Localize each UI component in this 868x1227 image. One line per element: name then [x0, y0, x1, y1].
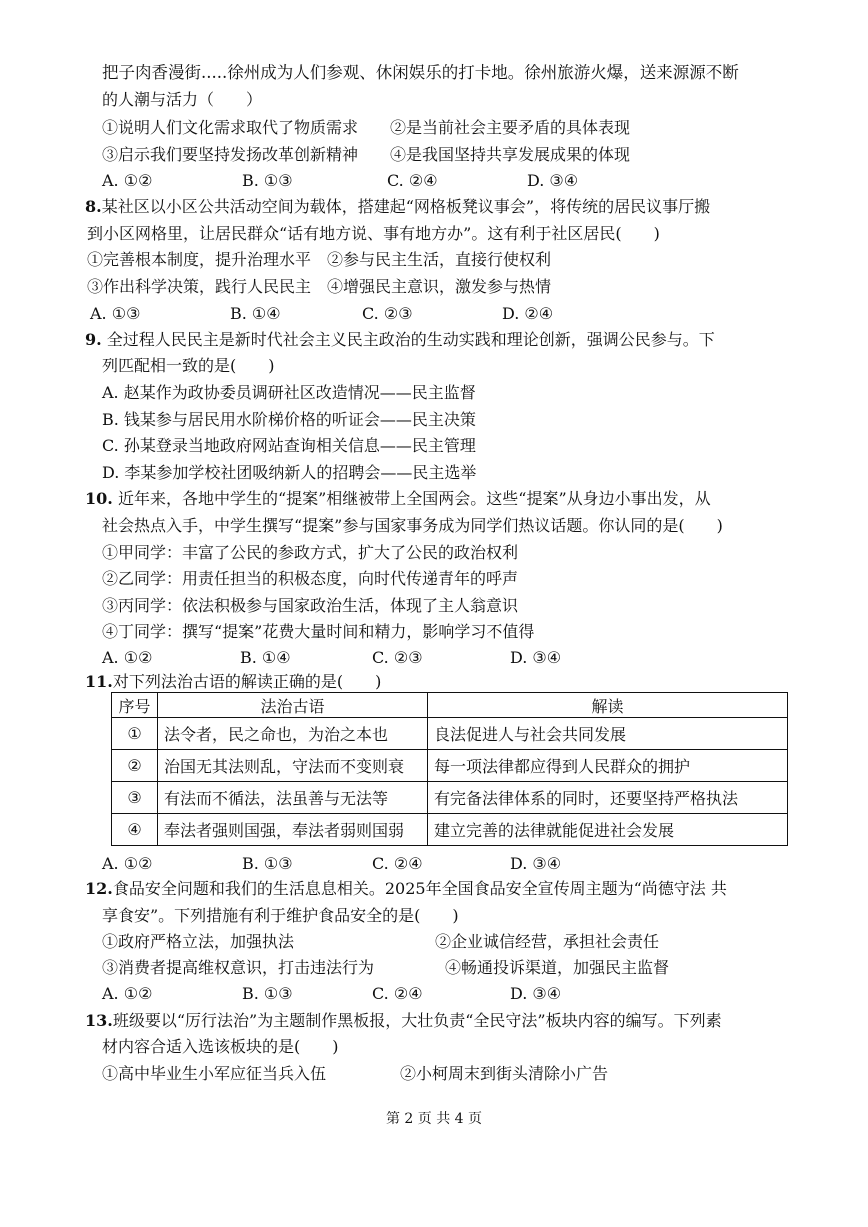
- page-number-footer: 第 2 页 共 4 页: [385, 1111, 483, 1127]
- q9-choice-b: B. 钱某参与居民用水阶梯价格的听证会——民主决策: [102, 410, 476, 429]
- q11-stem-text: 对下列法治古语的解读正确的是( ): [112, 672, 382, 691]
- q12-statement-1: ①政府严格立法，加强执法: [102, 932, 295, 951]
- q11-option-b: B. ①③: [242, 854, 293, 873]
- q8-options: [90, 306, 770, 324]
- q8-statement-line-1: ①完善根本制度，提升治理水平 ②参与民主生活，直接行使权利: [87, 250, 552, 269]
- q8-option-a: A. ①③: [90, 304, 141, 323]
- q12-statement-line-2: [102, 960, 782, 978]
- q12-stem-line-2: 享食安”。下列措施有利于维护食品安全的是( ): [102, 906, 459, 925]
- table-cell-proverb: 奉法者强则国强，奉法者弱则国弱: [158, 814, 428, 846]
- q12-option-a: A. ①②: [102, 984, 153, 1003]
- q7-option-b: B. ①③: [242, 171, 293, 190]
- q9-choice-a: A. 赵某作为政协委员调研社区改造情况——民主监督: [102, 383, 476, 402]
- q7-statement-line-2: ③启示我们要坚持发扬改革创新精神 ④是我国坚持共享发展成果的体现: [102, 145, 631, 164]
- q12-statement-4: ④畅通投诉渠道，加强民主监督: [445, 958, 670, 977]
- q12-number: 12.: [85, 879, 113, 898]
- q12-statement-line-1: [102, 934, 782, 952]
- q9-stem-line-1: [85, 332, 715, 348]
- q8-stem-line-2: 到小区网格里，让居民群众“话有地方说、事有地方办”。这有利于社区居民( ): [87, 224, 660, 243]
- table-cell-proverb: 有法而不循法，法虽善与无法等: [158, 782, 428, 814]
- q7-stem-line-1: 把子肉香漫街.....徐州成为人们参观、休闲娱乐的打卡地。徐州旅游火爆，送来源源不断: [102, 63, 739, 82]
- table-cell-index: ①: [112, 718, 158, 750]
- q12-options: [102, 986, 782, 1004]
- q12-option-d: D. ③④: [510, 984, 562, 1003]
- q13-statement-1: ①高中毕业生小军应征当兵入伍: [102, 1064, 327, 1083]
- table-header-row: [112, 693, 788, 718]
- table-cell-interpretation: 建立完善的法律就能促进社会发展: [428, 814, 788, 846]
- table-cell-interpretation: 良法促进人与社会共同发展: [428, 718, 788, 750]
- q10-statement-2: ②乙同学：用责任担当的积极态度，向时代传递青年的呼声: [102, 569, 519, 588]
- table-cell-interpretation: 有完备法律体系的同时，还要坚持严格执法: [428, 782, 788, 814]
- q11-stem: [85, 674, 381, 690]
- table-row: [112, 814, 788, 846]
- q13-number: 13.: [85, 1011, 113, 1030]
- q10-number: 10.: [85, 489, 113, 508]
- table-cell-index: ②: [112, 750, 158, 782]
- table-cell-index: ④: [112, 814, 158, 846]
- table-cell-interpretation: 每一项法律都应得到人民群众的拥护: [428, 750, 788, 782]
- q8-statement-line-2: ③作出科学决策，践行人民民主 ④增强民主意识，激发参与热情: [87, 277, 552, 296]
- q9-stem-line-2: 列匹配相一致的是( ): [102, 356, 275, 375]
- q13-stem-line-2: 材内容合适入选该板块的是( ): [102, 1037, 339, 1056]
- q10-statement-3: ③丙同学：依法积极参与国家政治生活，体现了主人翁意识: [102, 596, 519, 615]
- q8-option-b: B. ①④: [230, 304, 281, 323]
- q10-option-a: A. ①②: [102, 648, 153, 667]
- table-cell-proverb: 治国无其法则乱，守法而不变则衰: [158, 750, 428, 782]
- q10-stem-line-1: [85, 491, 711, 507]
- q13-stem-line-1: [85, 1013, 722, 1029]
- q13-statement-2: ②小柯周末到街头清除小广告: [400, 1064, 609, 1083]
- q11-option-a: A. ①②: [102, 854, 153, 873]
- q13-stem-text-1: 班级要以“厉行法治”为主题制作黑板报，大壮负责“全民守法”板块内容的编写。下列素: [112, 1011, 722, 1030]
- q9-choice-c: C. 孙某登录当地政府网站查询相关信息——民主管理: [102, 436, 476, 455]
- table-row: [112, 718, 788, 750]
- q10-option-c: C. ②③: [372, 648, 423, 667]
- q13-statement-line: [102, 1066, 782, 1084]
- q12-option-c: C. ②④: [372, 984, 423, 1003]
- q12-stem-text-1: 食品安全问题和我们的生活息息相关。2025年全国食品安全宣传周主题为“尚德守法 共: [112, 879, 727, 898]
- q7-options: [102, 173, 782, 191]
- q7-option-a: A. ①②: [102, 171, 153, 190]
- q11-options: [102, 856, 782, 874]
- q9-number: 9.: [85, 330, 102, 349]
- q11-option-c: C. ②④: [372, 854, 423, 873]
- table-row: [112, 782, 788, 814]
- q7-option-d: D. ③④: [527, 171, 579, 190]
- table-header-interpretation: 解读: [428, 693, 788, 718]
- q10-options: [102, 650, 782, 668]
- q8-stem-line-1: [85, 199, 710, 215]
- q9-choice-d: D. 李某参加学校社团吸纳新人的招聘会——民主选举: [102, 463, 477, 482]
- table-cell-index: ③: [112, 782, 158, 814]
- q10-option-d: D. ③④: [510, 648, 562, 667]
- q10-statement-1: ①甲同学：丰富了公民的参政方式，扩大了公民的政治权利: [102, 543, 519, 562]
- table-header-proverb: 法治古语: [158, 693, 428, 718]
- table-header-index: 序号: [112, 693, 158, 718]
- table-cell-proverb: 法令者，民之命也，为治之本也: [158, 718, 428, 750]
- q12-statement-3: ③消费者提高维权意识，打击违法行为: [102, 958, 375, 977]
- q8-option-d: D. ②④: [502, 304, 554, 323]
- q10-stem-text-1: 近年来，各地中学生的“提案”相继被带上全国两会。这些“提案”从身边小事出发，从: [117, 489, 711, 508]
- q8-number: 8.: [85, 197, 102, 216]
- q10-statement-4: ④丁同学：撰写“提案”花费大量时间和精力，影响学习不值得: [102, 622, 535, 641]
- q8-option-c: C. ②③: [362, 304, 413, 323]
- q7-option-c: C. ②④: [387, 171, 438, 190]
- q7-statement-line-1: ①说明人们文化需求取代了物质需求 ②是当前社会主要矛盾的具体表现: [102, 118, 631, 137]
- q8-stem-text-1: 某社区以小区公共活动空间为载体，搭建起“网格板凳议事会”，将传统的居民议事厅搬: [101, 197, 711, 216]
- q11-number: 11.: [85, 672, 113, 691]
- law-proverbs-table: [111, 692, 788, 846]
- q10-stem-line-2: 社会热点入手，中学生撰写“提案”参与国家事务成为同学们热议话题。你认同的是( ): [102, 516, 723, 535]
- q12-statement-2: ②企业诚信经营，承担社会责任: [435, 932, 660, 951]
- q12-stem-line-1: [85, 881, 727, 897]
- table-row: [112, 750, 788, 782]
- q10-option-b: B. ①④: [240, 648, 291, 667]
- q9-stem-text-1: 全过程人民民主是新时代社会主义民主政治的生动实践和理论创新，强调公民参与。下: [106, 330, 715, 349]
- q11-option-d: D. ③④: [510, 854, 562, 873]
- q12-option-b: B. ①③: [242, 984, 293, 1003]
- q7-stem-line-2: 的人潮与活力（ ）: [102, 90, 263, 109]
